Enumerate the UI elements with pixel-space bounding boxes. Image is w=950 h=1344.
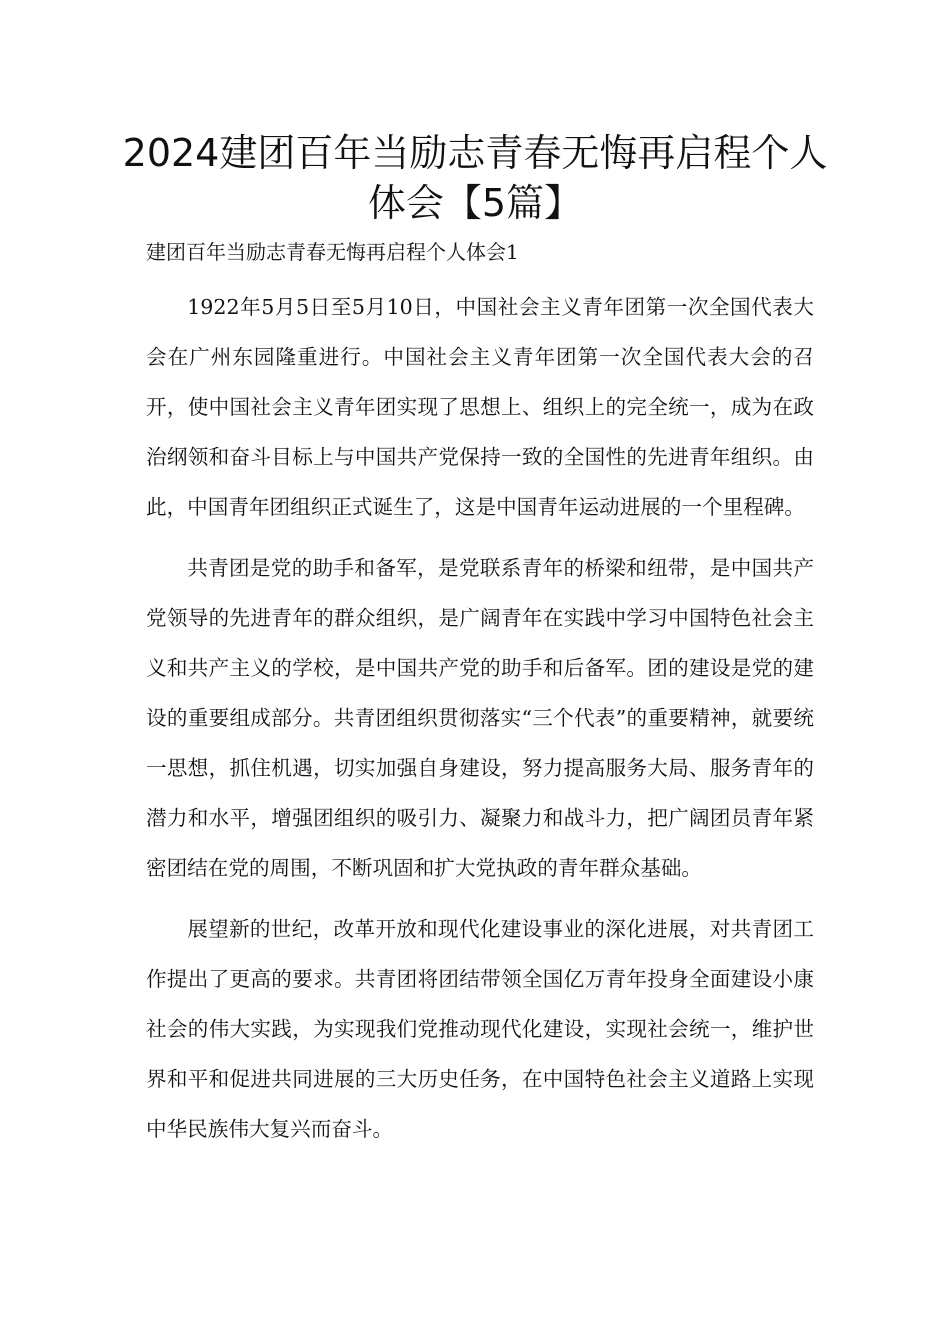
document-title: 2024建团百年当励志青春无悔再启程个人体会【5篇】 [122,131,828,225]
paragraph-1: 1922年5月5日至5月10日，中国社会主义青年团第一次全国代表大会在广州东园隆重进行。中国社会主义青年团第一次全国代表大会的召开，使中国社会主义青年团实现了思想上、组织上的完全统一，成为在政治纲领和奋斗目标上与中国共产党保持一致的全国性的先进青年组织。由此，中国青年团组织正式诞生了，这是中国青年运动进展的一个里程碑。 [146,295,814,519]
document-body [146,282,814,1165]
paragraph-3: 展望新的世纪，改革开放和现代化建设事业的深化进展，对共青团工作提出了更高的要求。共青团将团结带领全国亿万青年投身全面建设小康社会的伟大实践，为实现我们党推动现代化建设，实现社会统一，维护世界和平和促进共同进展的三大历史任务，在中国特色社会主义道路上实现中华民族伟大复兴而奋斗。 [146,917,814,1141]
section-heading: 建团百年当励志青春无悔再启程个人体会1 [146,240,519,264]
paragraph-2: 共青团是党的助手和备军，是党联系青年的桥梁和纽带，是中国共产党领导的先进青年的群众组织，是广阔青年在实践中学习中国特色社会主义和共产主义的学校，是中国共产党的助手和后备军。团的建设是党的建设的重要组成部分。共青团组织贯彻落实“三个代表”的重要精神，就要统一思想，抓住机遇，切实加强自身建设，努力提高服务大局、服务青年的潜力和水平，增强团组织的吸引力、凝聚力和战斗力，把广阔团员青年紧密团结在党的周围，不断巩固和扩大党执政的青年群众基础。 [146,556,814,880]
